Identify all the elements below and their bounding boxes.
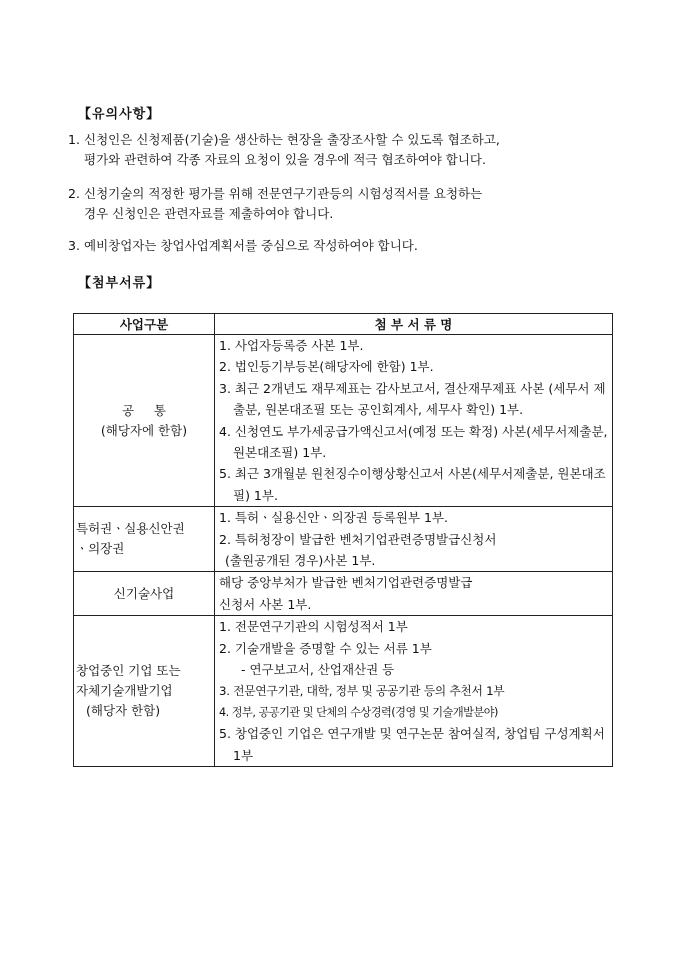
- notice-item-3: [68, 236, 613, 256]
- header-documents: 첨 부 서 류 명: [215, 314, 613, 335]
- table-row: [74, 335, 613, 507]
- table-row: [74, 572, 613, 616]
- document-item: - 연구보고서, 산업재산권 등: [241, 662, 395, 678]
- notice-number: 1.: [68, 132, 80, 147]
- notice-heading: 【유의사항】: [78, 107, 161, 122]
- notice-number: 3.: [68, 238, 80, 253]
- category-cell: [74, 616, 215, 767]
- document-item: 4. 정부, 공공기관 및 단체의 수상경력(경영 및 기술개발분야): [219, 705, 498, 719]
- category-line: 자체기술개발기업: [76, 683, 173, 699]
- document-item: 4. 신청연도 부가세공급가액신고서(예정 또는 확정) 사본(세무서제출분, 원본대조필) 1부.: [219, 423, 608, 461]
- category-cell: [74, 507, 215, 572]
- category-line: (해당자에 한함): [100, 422, 188, 438]
- document-item: 5. 창업중인 기업은 연구개발 및 연구논문 참여실적, 창업팀 구성계획서 1부: [219, 726, 605, 763]
- attachments-heading: 【첨부서류】: [78, 276, 161, 291]
- document-item: 1. 사업자등록증 사본 1부.: [219, 338, 364, 353]
- document-item: 신청서 사본 1부.: [219, 596, 312, 612]
- category-line: 특허권ㆍ실용신안권: [76, 521, 185, 537]
- category-line: 창업중인 기업 또는: [76, 663, 181, 679]
- category-line: 신기술사업: [113, 585, 175, 601]
- document-item: 1. 전문연구기관의 시험성적서 1부: [219, 619, 408, 635]
- table-header-row: [74, 314, 613, 335]
- table-row: [74, 507, 613, 572]
- document-item: 2. 기술개발을 증명할 수 있는 서류 1부: [219, 640, 432, 656]
- category-line: ㆍ의장권: [76, 541, 125, 557]
- notice-text-line1: 신청기술의 적정한 평가를 위해 전문연구기관등의 시험성적서를 요청하는: [84, 186, 483, 201]
- documents-cell: [215, 507, 613, 572]
- notice-item-1: [68, 130, 613, 170]
- document-item: 2. 특허청장이 발급한 벤처기업관련증명발급신청서: [219, 531, 497, 547]
- header-category: 사업구분: [74, 314, 215, 335]
- notice-text-line2: 경우 신청인은 관련자료를 제출하여야 합니다.: [84, 206, 334, 221]
- table-row: [74, 616, 613, 767]
- document-item: 2. 법인등기부등본(해당자에 한함) 1부.: [219, 359, 434, 375]
- document-item: (출원공개된 경우)사본 1부.: [225, 553, 376, 569]
- attachments-table: [73, 313, 613, 767]
- notice-text-line1: 신청인은 신청제품(기술)을 생산하는 현장을 출장조사할 수 있도록 협조하고,: [84, 132, 500, 147]
- category-line: 공 통: [121, 402, 167, 418]
- document-item: 3. 최근 2개년도 재무제표는 감사보고서, 결산재무제표 사본 (세무서 제출분, 원본대조필 또는 공인회계사, 세무사 확인) 1부.: [219, 380, 606, 418]
- document-item: 1. 특허ㆍ실용신안ㆍ의장권 등록원부 1부.: [219, 510, 448, 526]
- notice-number: 2.: [68, 186, 80, 201]
- document-item: 해당 중앙부처가 발급한 벤처기업관련증명발급: [219, 575, 473, 591]
- category-line: (해당자 한함): [86, 703, 161, 719]
- documents-cell: [215, 335, 613, 507]
- notice-text-line1: 예비창업자는 창업사업계획서를 중심으로 작성하여야 합니다.: [84, 238, 418, 253]
- notice-item-2: [68, 184, 613, 224]
- document-item: 3. 전문연구기관, 대학, 정부 및 공공기관 등의 추천서 1부: [219, 683, 505, 698]
- notice-text-line2: 평가와 관련하여 각종 자료의 요청이 있을 경우에 적극 협조하여야 합니다.: [84, 152, 486, 167]
- documents-cell: [215, 616, 613, 767]
- documents-cell: [215, 572, 613, 616]
- category-cell: [74, 335, 215, 507]
- category-cell: [74, 572, 215, 616]
- document-item: 5. 최근 3개월분 원천징수이행상황신고서 사본(세무서제출분, 원본대조필) 1부.: [219, 466, 606, 503]
